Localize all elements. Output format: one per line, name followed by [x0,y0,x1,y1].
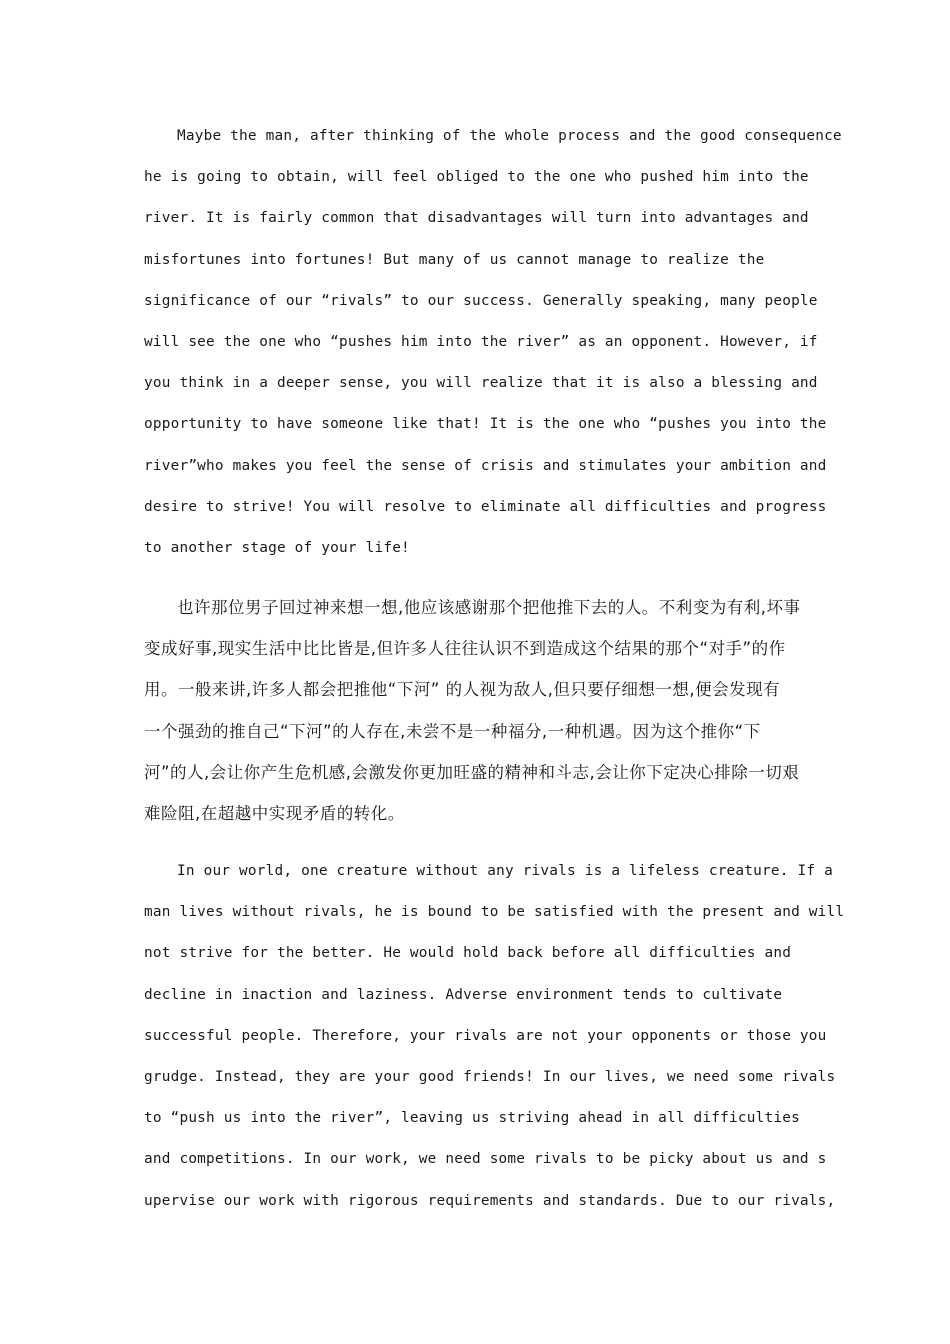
text-line: to another stage of your life! [144,540,410,557]
text-line: not strive for the better. He would hold back before all difficulties and [144,945,792,962]
text-line: will see the one who “pushes him into the river” as an opponent. However, if [144,334,818,351]
text-line: man lives without rivals, he is bound to be satisfied with the present and will [144,904,845,921]
chinese-paragraph [144,587,814,834]
text-line: to “push us into the river”, leaving us striving ahead in all difficulties [144,1110,800,1127]
text-line: he is going to obtain, will feel obliged to the one who pushed him into the [144,169,809,186]
text-line: In our world, one creature without any rivals is a lifeless creature. If a [177,863,833,879]
text-line: 河”的人,会让你产生危机感,会激发你更加旺盛的精神和斗志,会让你下定决心排除一切艰 [144,762,800,782]
text-line: desire to strive! You will resolve to eliminate all difficulties and progress [144,498,827,515]
text-line: grudge. Instead, they are your good friends! In our lives, we need some rivals [144,1069,836,1086]
text-line: 用。一般来讲,许多人都会把推他“下河” 的人视为敌人,但只要仔细想一想,便会发现有 [144,680,781,700]
text-line: 也许那位男子回过神来想一想,他应该感谢那个把他推下去的人。不利变为有利,坏事 [177,598,801,617]
english-paragraph-2 [144,851,845,1222]
text-line: opportunity to have someone like that! It is the one who “pushes you into the [144,416,827,433]
text-line: successful people. Therefore, your rivals are not your opponents or those you [144,1027,827,1044]
text-line: 难险阻,在超越中实现矛盾的转化。 [144,804,405,824]
text-line: misfortunes into fortunes! But many of us cannot manage to realize the [144,251,765,268]
text-line: decline in inaction and laziness. Adverse environment tends to cultivate [144,986,783,1003]
text-line: and competitions. In our work, we need some rivals to be picky about us and s [144,1151,827,1168]
text-line: you think in a deeper sense, you will realize that it is also a blessing and [144,375,818,392]
text-line: 一个强劲的推自己“下河”的人存在,未尝不是一种福分,一种机遇。因为这个推你“下 [144,721,761,741]
text-line: upervise our work with rigorous requirements and standards. Due to our rivals, [144,1192,836,1209]
text-line: river. It is fairly common that disadvantages will turn into advantages and [144,210,809,227]
text-line: 变成好事,现实生活中比比皆是,但许多人往往认识不到造成这个结果的那个“对手”的作 [144,639,786,659]
english-paragraph-1 [144,116,842,569]
text-line: significance of our “rivals” to our success. Generally speaking, many people [144,292,818,309]
text-line: river”who makes you feel the sense of crisis and stimulates your ambition and [144,457,827,474]
text-line: Maybe the man, after thinking of the whole process and the good consequence [177,128,842,144]
